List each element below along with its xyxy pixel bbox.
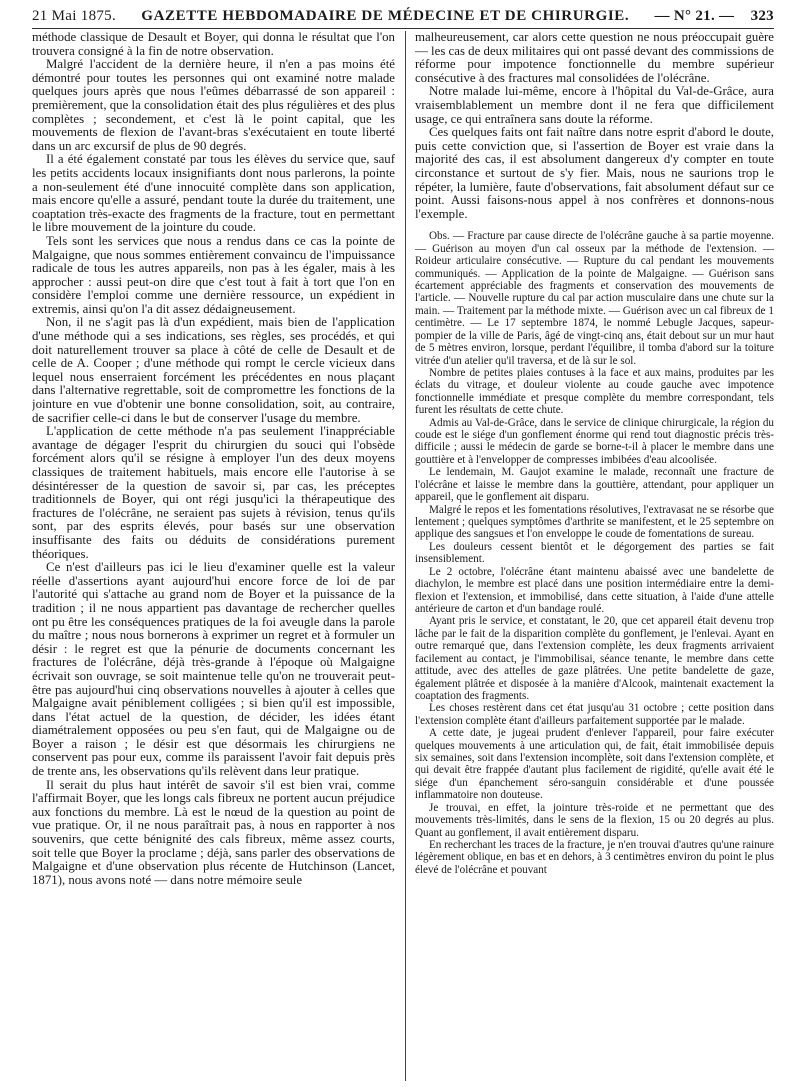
paragraph: En recherchant les traces de la fracture, je n'en trouvai d'autres qu'une rainure légèrement oblique, en bas et en dehors, à 3 centimètres environ du point le plus élevé de l'olécrâne et pouvant [414, 838, 774, 876]
text-columns [32, 31, 774, 1081]
paragraph: Admis au Val-de-Grâce, dans le service de clinique chirurgicale, la région du coude est le siége d'un gonflement énorme qui rend tout diagnostic précis très-difficile ; aussi le médecin de garde se borne-t-il à placer le membre dans une gouttière et à l'envelopper de compresses imbibées d'eau alcoolisée. [414, 416, 774, 466]
paragraph: Malgré le repos et les fomentations résolutives, l'extravasat ne se résorbe que lentement ; quelques symptômes d'arthrite se manifestent, et le 25 septembre on applique des sangsues et l'on enveloppe le coude de fomentations de sureau. [414, 503, 774, 541]
paragraph: Ayant pris le service, et constatant, le 20, que cet appareil était devenu trop lâche par le fait de la disparition complète du gonflement, je l'enlevai. Ayant en outre remarqué que, dans l'extension complète, les deux fragments arrivaient facilement au contact, je l'immobilisai, séance tenante, le membre dans cette attitude, avec des attelles de gaze plâtrées. Une petite bandelette de gaze, également plâtrée et disposée à la manière d'Alcook, maintenait exactement la coaptation des fragments. [414, 615, 774, 702]
paragraph: Malgré l'accident de la dernière heure, il n'en a pas moins été démontré pour toutes les personnes qui ont examiné notre malade quelques jours après que nous l'eûmes débarrassé de son appareil : premièrement, que la consolidation était des plus régulières et des plus complètes ; secondement, et c'est là le point capital, que les mouvements de flexion de l'avant-bras s'exécutaient en toute liberté dans un arc excursif de plus de 90 degrés. [32, 57, 395, 153]
paragraph: méthode classique de Desault et Boyer, qui donna le résultat que l'on trouvera consigné à la fin de notre observation. [32, 31, 395, 58]
observation-heading: Obs. — Fracture par cause directe de l'olécrâne gauche à sa partie moyenne. — Guérison au moyen d'un cal osseux par la méthode de l'extension. — Roideur articulaire consécutive. — Rupture du cal pendant les mouvements communiqués. — Application de la pointe de Malgaigne. — Guérison sans écartement appréciable des fragments et conservation des mouvements de l'article. — Nouvelle rupture du cal par action musculaire dans une chute sur la main. — Traitement par la méthode mixte. — Guérison avec un cal fibreux de 1 centimètre. — Le 17 septembre 1874, le nommé Lebugle Jacques, sapeur-pompier de la ville de Paris, âgé de vingt-cinq ans, était debout sur un mur haut de 5 mètres environ, lorsque, perdant l'équilibre, il tomba d'abord sur la toiture vitrée d'un atelier qu'il traversa, et de là sur le sol. [414, 230, 774, 367]
page-header [32, 6, 774, 29]
paragraph: malheureusement, car alors cette question ne nous préoccupait guère — les cas de deux militaires qui ont passé devant des commissions de réforme pour impotence fonctionnelle du membre supérieur consécutive à des fractures mal consolidées de l'olécrâne. [414, 31, 774, 85]
paragraph: L'application de cette méthode n'a pas seulement l'inappréciable avantage de dégager l'esprit du chirurgien du souci qui l'obsède forcément alors qu'il se résigne à employer l'un des deux moyens classiques de traitement habituels, mais encore elle l'autorise à se désintéresser de la question de savoir si, par cas, les préceptes traditionnels de Boyer, qui ont régi jusqu'ici la thérapeutique des fractures de l'olécrâne, ne seraient pas sujets à révision, tenus qu'ils sont, par des esprits élevés, pour basés sur une observation insuffisante des faits ou déduits de considérations purement théoriques. [32, 424, 395, 561]
paragraph: Ce n'est d'ailleurs pas ici le lieu d'examiner quelle est la valeur réelle d'assertions ayant aujourd'hui encore force de loi de par l'autorité qui s'attache au grand nom de Boyer et la puissance de la tradition ; il ne nous appartient pas davantage de rechercher quelles ont pu être les conséquences pratiques de la foi aveugle dans la parole du maître ; nous nous bornerons à exprimer un regret et à formuler un désir : le regret est que la pénurie de documents concernant les fractures de l'olécrâne, déjà très-grande à l'époque où Malgaigne écrivait son ouvrage, se soit maintenue telle qu'on ne trouverait peut-être pas aujourd'hui cinq observations nouvelles à ajouter à celles que Malgaigne avait péniblement colligées ; si bien qu'il est impossible, dans l'état actuel de la question, de décider, les idées étant diamétralement opposées ou peu s'en faut, qui de Malgaigne ou de Boyer a raison ; le désir est que désormais les chirurgiens ne conservent pas pour eux, comme ils paraissent l'avoir fait depuis près de trente ans, les observations qu'ils relèvent dans leur pratique. [32, 560, 395, 779]
paragraph: Nombre de petites plaies contuses à la face et aux mains, produites par les éclats du vitrage, et douleur violente au coude gauche avec impotence fonctionnelle immédiate et presque complète du membre correspondant, tels furent les résultats de cette chute. [414, 366, 774, 417]
paragraph: Notre malade lui-même, encore à l'hôpital du Val-de-Grâce, aura vraisemblablement un membre dont il ne fera que difficilement usage, ce qui entraînera sans doute la réforme. [414, 84, 774, 126]
issue-number: — N° 21. — [654, 8, 735, 24]
paragraph: Les choses restèrent dans cet état jusqu'au 31 octobre ; cette position dans l'extension complète étant d'ailleurs parfaitement supportée par le malade. [414, 702, 774, 727]
left-column [32, 31, 395, 1081]
journal-title: GAZETTE HEBDOMADAIRE DE MÉDECINE ET DE CHIRURGIE. [141, 8, 630, 24]
issue-and-page [655, 8, 774, 25]
issue-date: 21 Mai 1875. [32, 8, 117, 24]
paragraph: Il serait du plus haut intérêt de savoir s'il est bien vrai, comme l'affirmait Boyer, que les longs cals fibreux ne portent aucun préjudice aux fonctions du membre. Là est le nœud de la question au point de vue pratique. Or, il ne nous paraîtrait pas, à nous en rapporter à nos souvenirs, que cette bénignité des cals fibreux, même assez courts, soit telle que Boyer la proclame ; déjà, sans parler des observations de Malgaigne et d'une observation plus récente de Hutchinson (Lancet, 1871), nous avons noté — dans notre mémoire seule [32, 777, 395, 887]
page-number: 323 [750, 8, 774, 24]
paragraph: Le lendemain, M. Gaujot examine le malade, reconnaît une fracture de l'olécrâne et laisse le membre dans la gouttière, attendant, pour appliquer un appareil, que le gonflement ait disparu. [414, 466, 774, 504]
paragraph: Les douleurs cessent bientôt et le dégorgement des parties se fait insensiblement. [414, 540, 774, 566]
paragraph: Il a été également constaté par tous les élèves du service que, sauf les petits accidents locaux insignifiants dont nous parlerons, la pointe a non-seulement été d'une innocuité complète dans son application, mais encore qu'elle a assuré, pendant toute la durée du traitement, une coaptation très-exacte des fragments de la fracture, tout en permettant le libre mouvement de la jointure du coude. [32, 152, 395, 235]
right-column [405, 31, 774, 1081]
paragraph: Ces quelques faits ont fait naître dans notre esprit d'abord le doute, puis cette conviction que, si l'assertion de Boyer est vraie dans la majorité des cas, il est absolument dangereux d'y compter en toute circonstance et surtout de s'y fier. Mais, nous ne saurions trop le répéter, la lumière, faute d'observations, fait absolument défaut sur ce point. Aussi faisons-nous appel à nos confrères et donnons-nous l'exemple. [414, 125, 774, 221]
paragraph: Le 2 octobre, l'olécrâne étant maintenu abaissé avec une bandelette de diachylon, le membre est placé dans une position intermédiaire entre la demi-flexion et l'extension, et immobilisé, dans cette situation, à l'aide d'une attelle antérieure de carton et d'un bandage roulé. [414, 565, 774, 615]
paragraph: Tels sont les services que nous a rendus dans ce cas la pointe de Malgaigne, que nous sommes entièrement convaincu de l'impuissance radicale de tous les autres appareils, non pas à les égaler, mais à les approcher : aussi peut-on dire que c'est tout à fait à tort que l'on en considère l'emploi comme une dernière ressource, un expédient in extremis, ainsi qu'on l'a dit assez dédaigneusement. [32, 233, 395, 316]
paragraph: A cette date, je jugeai prudent d'enlever l'appareil, pour faire exécuter quelques mouvements à une articulation qui, de fait, était immobilisée depuis six semaines, soit dans l'extension incomplète, soit dans l'extension complète, et qui devait être frappée d'autant plus facilement de rigidité, qu'elle avait été le siége d'un épanchement séro-sanguin considérable et d'une poussée inflammatoire non douteuse. [414, 727, 774, 802]
paragraph: Je trouvai, en effet, la jointure très-roide et ne permettant que des mouvements très-limités, dans le sens de la flexion, 15 ou 20 degrés au plus. Quant au gonflement, il avait entièrement disparu. [414, 801, 774, 839]
paragraph: Non, il ne s'agit pas là d'un expédient, mais bien de l'application d'une méthode qui a ses indications, ses règles, ses procédés, et qui doit naturellement trouver sa place à côté de celle de Desault et de celle de A. Cooper ; d'une méthode qui rompt le cercle vicieux dans lequel nous enserraient forcément les précédentes en nous plaçant dans l'alternative regrettable, soit de compromettre les fonctions de la jointure en vue d'obtenir une bonne consolidation, soit, au contraire, de sacrifier celle-ci dans le but de conserver l'usage du membre. [32, 315, 395, 425]
